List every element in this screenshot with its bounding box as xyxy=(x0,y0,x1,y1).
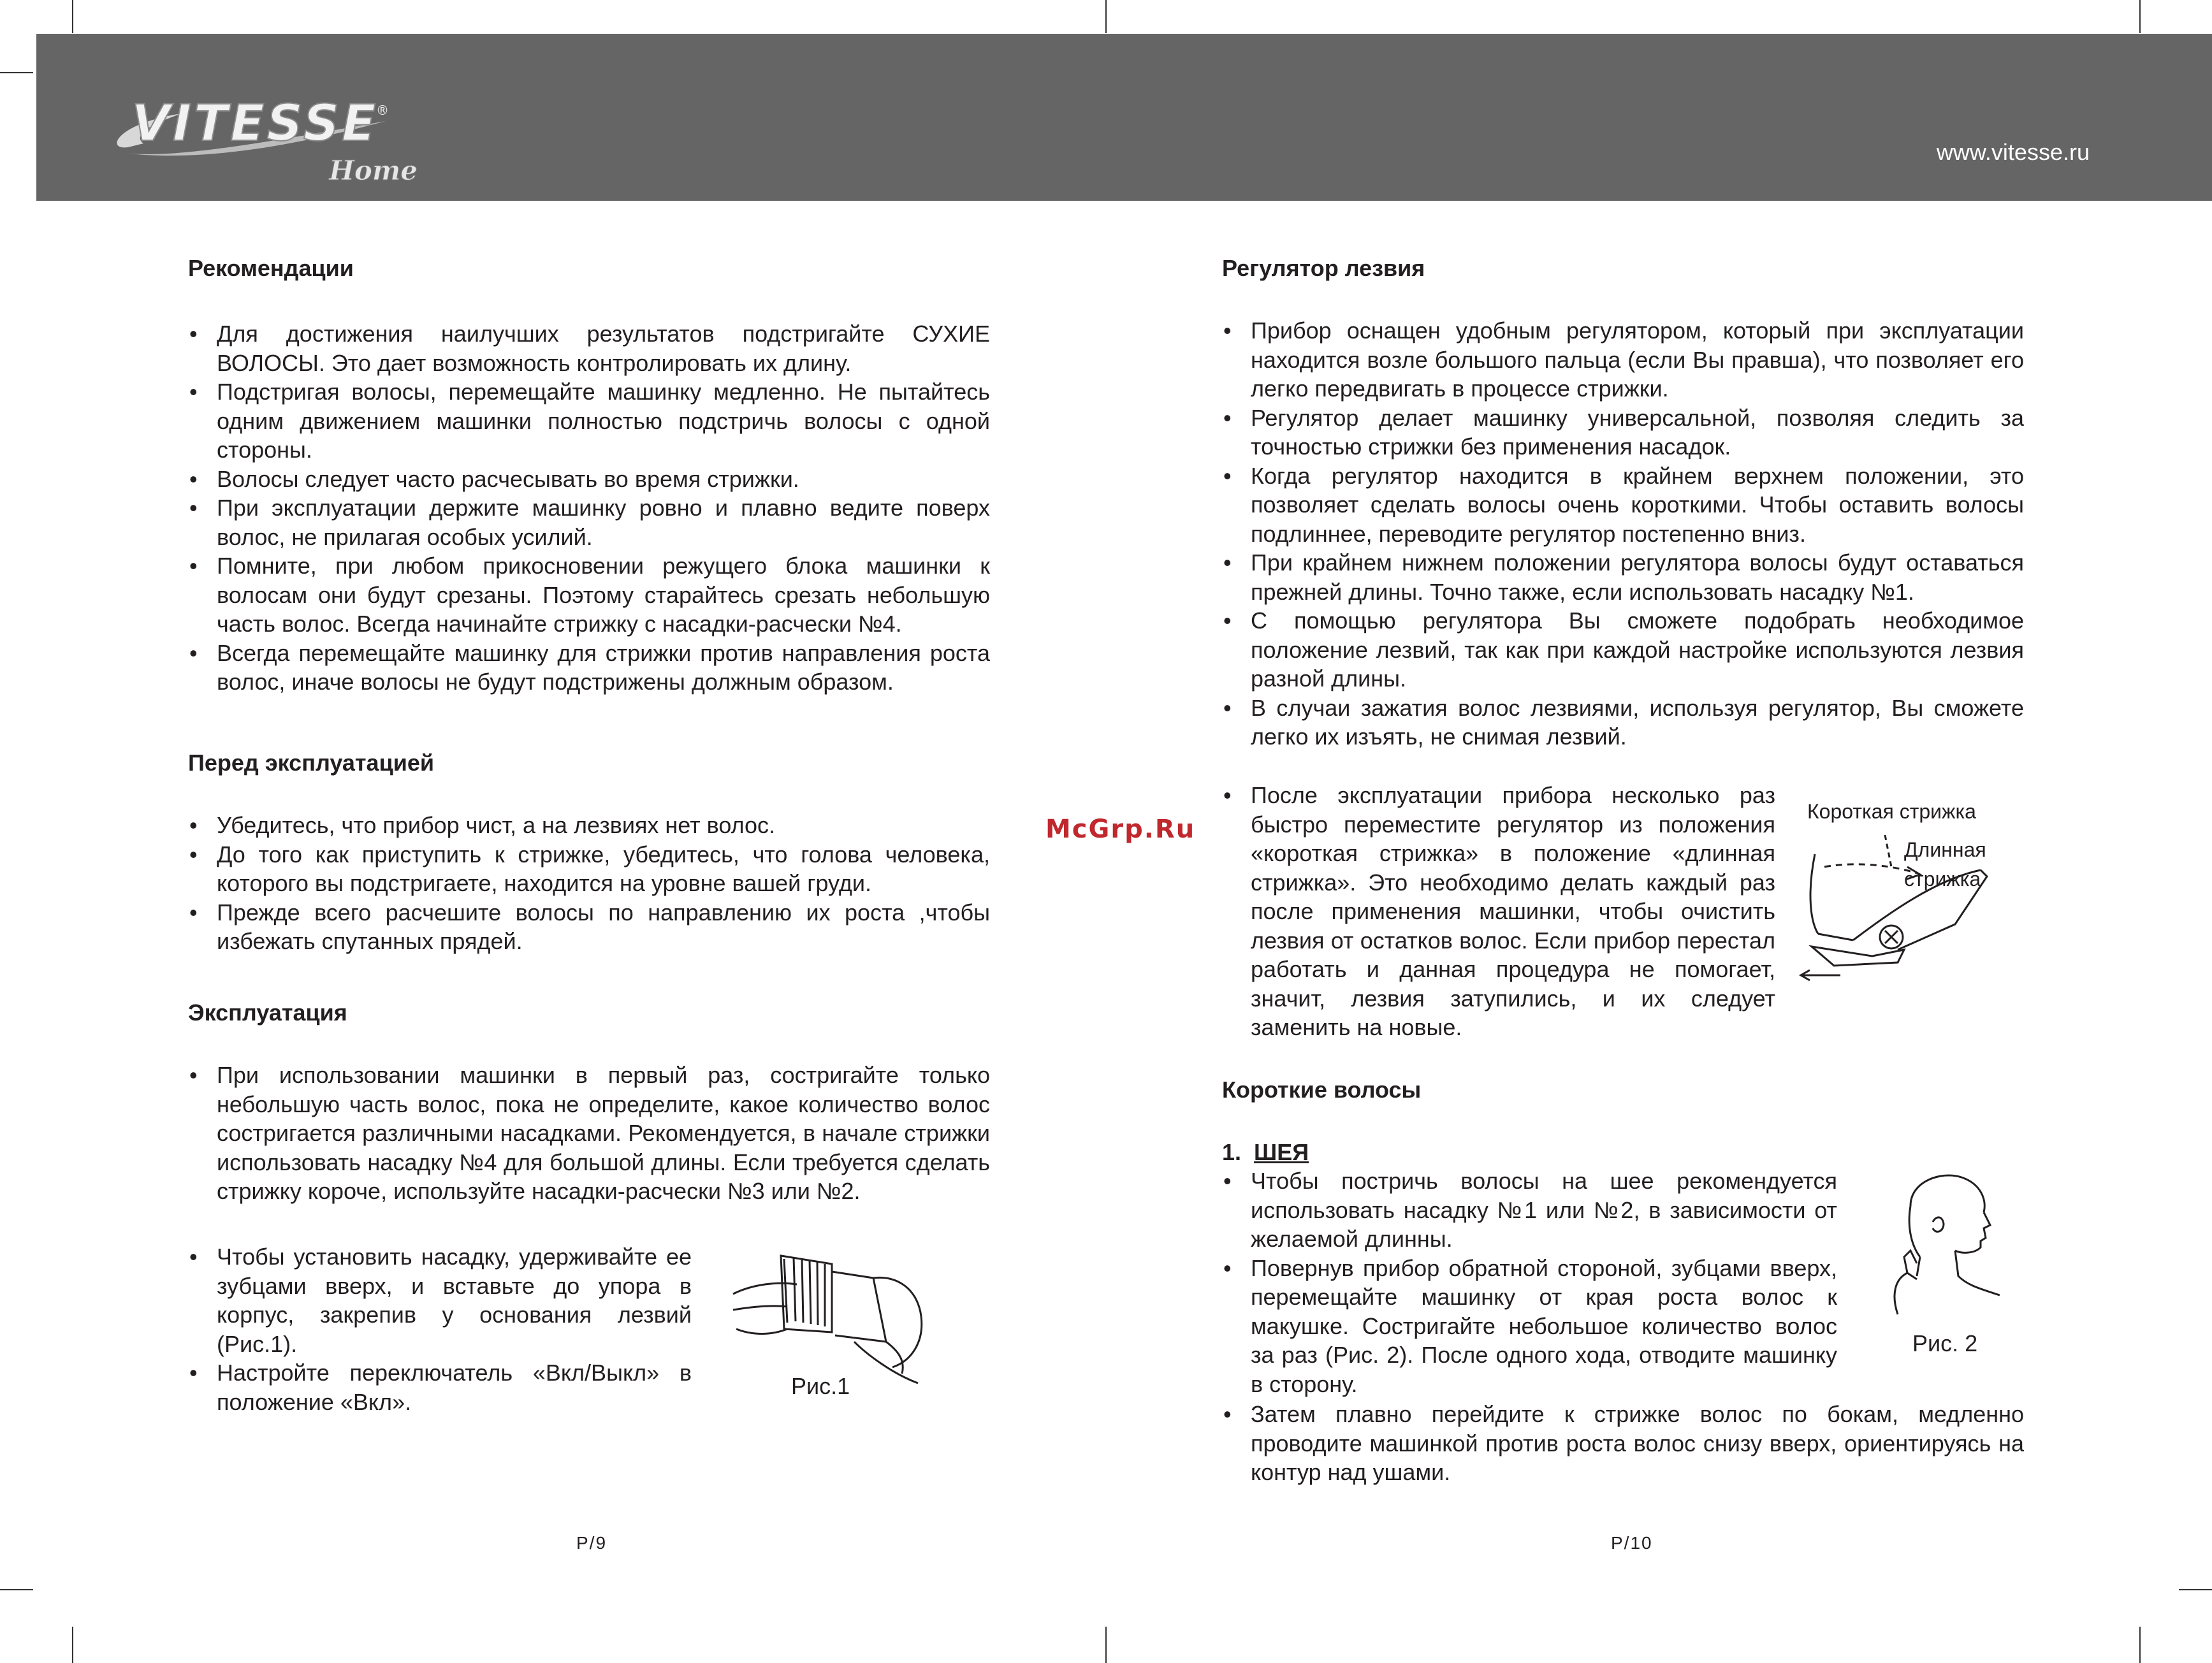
logo-sub-text: Home xyxy=(329,155,418,186)
neck-title: ШЕЯ xyxy=(1254,1139,1309,1165)
list-item: • Затем плавно перейдите к стрижке волос по бокам, медленно проводите машинкой против роста волос снизу вверх, ориентируясь на контур над ушами. xyxy=(1222,1400,2024,1487)
before-use-list xyxy=(188,811,990,956)
watermark[interactable]: McGrp.Ru xyxy=(1045,815,1196,844)
crop-mark xyxy=(72,1627,73,1663)
list-item: • Настройте переключатель «Вкл/Выкл» в положение «Вкл». xyxy=(188,1358,692,1416)
crop-mark xyxy=(2179,1589,2212,1590)
list-item: • При эксплуатации держите машинку ровно и плавно ведите поверх волос, не прилагая особых усилий. xyxy=(188,493,990,551)
list-item: • Когда регулятор находится в крайнем верхнем положении, это позволяет сделать волосы очень короткими. Чтобы оставить волосы подлиннее, переводите регулятор постепенно вниз. xyxy=(1222,461,2024,549)
blade-regulator-list xyxy=(1222,316,2024,752)
list-item: • Повернув прибор обратной стороной, зубцами вверх, перемещайте машинку от края роста волос к макушке. Состригайте небольшое количество волос за раз (Рис. 2). После одного хода, отводите машинку в сторону. xyxy=(1222,1254,1837,1399)
operation-list-narrow xyxy=(188,1242,692,1416)
list-item: • Регулятор делает машинку универсальной, позволяя следить за точностью стрижки без применения насадок. xyxy=(1222,403,2024,461)
list-item: • Убедитесь, что прибор чист, а на лезвиях нет волос. xyxy=(188,811,990,840)
crop-mark xyxy=(2139,0,2141,33)
page-number: P/10 xyxy=(1611,1533,1653,1553)
blade-regulator-list-narrow xyxy=(1222,781,1775,1042)
list-item: • С помощью регулятора Вы сможете подобрать необходимое положение лезвий, так как при каждой настройке используются лезвия разной длины. xyxy=(1222,606,2024,694)
figure-1-caption: Рис.1 xyxy=(791,1373,850,1399)
list-item: • Для достижения наилучших результатов подстригайте СУХИЕ ВОЛОСЫ. Это дает возможность контролировать их длину. xyxy=(188,319,990,377)
page-number: P/9 xyxy=(576,1533,608,1553)
crop-mark xyxy=(2139,1627,2141,1663)
list-item: • При использовании машинки в первый раз, состригайте только небольшую часть волос, пока не определите, какое количество волос состригается различными насадками. Рекомендуется, в начале стрижки использовать насадку №4 для большой длины. Если требуется сделать стрижку короче, используйте насадки-расчески №3 или №2. xyxy=(188,1061,990,1206)
site-url[interactable]: www.vitesse.ru xyxy=(1936,139,2090,165)
svg-text:®: ® xyxy=(376,103,389,118)
section-title-before-use: Перед эксплуатацией xyxy=(188,750,434,776)
logo-brand-text: VITESSE xyxy=(131,95,379,152)
list-item: • Прежде всего расчешите волосы по направлению их роста ,чтобы избежать спутанных прядей. xyxy=(188,898,990,956)
neck-list xyxy=(1222,1400,2024,1487)
section-title-operation: Эксплуатация xyxy=(188,999,347,1026)
neck-heading xyxy=(1222,1138,1309,1167)
list-item: • Помните, при любом прикосновении режущего блока машинки к волосам они будут срезаны. Поэтому старайтесь срезать небольшую часть волос. Всегда начинайте стрижку с насадки-расчески №4. xyxy=(188,551,990,639)
figure-2-caption: Рис. 2 xyxy=(1912,1330,1978,1356)
crop-mark xyxy=(72,0,73,33)
recommendations-list xyxy=(188,319,990,697)
list-item: • Волосы следует часто расчесывать во время стрижки. xyxy=(188,465,990,494)
section-title-short-hair: Короткие волосы xyxy=(1222,1077,1422,1103)
regulator-diagram xyxy=(1796,829,2006,988)
section-title-blade-regulator: Регулятор лезвия xyxy=(1222,255,1425,281)
vitesse-logo xyxy=(86,64,430,191)
figure-2-illustration xyxy=(1872,1168,2012,1321)
crop-mark xyxy=(0,72,33,73)
list-item: • После эксплуатации прибора несколько раз быстро переместите регулятор из положения «короткая стрижка» в положение «длинная стрижка». Это необходимо делать каждый раз после применения машинки, чтобы очистить лезвия от остатков волос. Если прибор перестал работать и данная процедура не помогает, значит, лезвия затупились, и их следует заменить на новые. xyxy=(1222,781,1775,1042)
list-item: • В случаи зажатия волос лезвиями, используя регулятор, Вы сможете легко их изъять, не снимая лезвий. xyxy=(1222,694,2024,752)
label-short-cut: Короткая стрижка xyxy=(1807,800,1976,823)
figure-1-illustration xyxy=(727,1246,937,1386)
crop-mark xyxy=(1105,1627,1107,1663)
list-item: • Всегда перемещайте машинку для стрижки против направления роста волос, иначе волосы не будут подстрижены должным образом. xyxy=(188,639,990,697)
label-long-cut: Длинная стрижка xyxy=(1904,838,1986,890)
neck-number: 1. xyxy=(1222,1139,1242,1165)
list-item: • До того как приступить к стрижке, убедитесь, что голова человека, которого вы подстригаете, находится на уровне вашей груди. xyxy=(188,840,990,898)
section-title-recommendations: Рекомендации xyxy=(188,255,354,281)
list-item: • Подстригая волосы, перемещайте машинку медленно. Не пытайтесь одним движением машинки полностью подстричь волосы с одной стороны. xyxy=(188,377,990,465)
crop-mark xyxy=(0,1589,33,1590)
list-item: • Прибор оснащен удобным регулятором, который при эксплуатации находится возле большого пальца (если Вы правша), что позволяет его легко передвигать в процессе стрижки. xyxy=(1222,316,2024,403)
list-item: • Чтобы установить насадку, удерживайте ее зубцами вверх, и вставьте до упора в корпус, закрепив у основания лезвий (Рис.1). xyxy=(188,1242,692,1358)
crop-mark xyxy=(1105,0,1107,33)
list-item: • При крайнем нижнем положении регулятора волосы будут оставаться прежней длины. Точно также, если использовать насадку №1. xyxy=(1222,548,2024,606)
operation-list xyxy=(188,1061,990,1206)
list-item: • Чтобы постричь волосы на шее рекомендуется использовать насадку №1 или №2, в зависимости от желаемой длинны. xyxy=(1222,1166,1837,1254)
neck-list-narrow xyxy=(1222,1166,1837,1398)
